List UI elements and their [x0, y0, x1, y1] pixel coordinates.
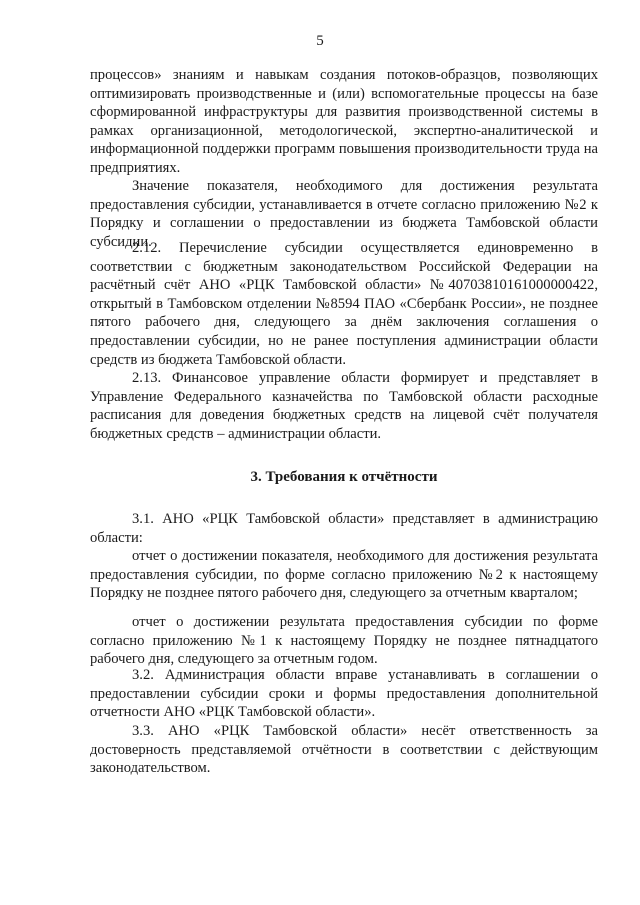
paragraph-annual-report: отчет о достижении результата предоставления субсидии по форме согласно приложению №1 к настоящему Порядку не позднее пятнадцатого рабочего дня, следующего за отчетным годом. — [90, 614, 598, 668]
paragraph-indicator-value: Значение показателя, необходимого для достижения результата предоставления субсидии, устанавливается в отчете согласно приложению №2 к Порядку и соглашении о предоставлении из бюджета Тамбовской области субсидии. — [90, 178, 598, 250]
paragraph-3-1: 3.1. АНО «РЦК Тамбовской области» представляет в администрацию области: — [90, 511, 598, 546]
section-heading-reporting: 3. Требования к отчётности — [250, 469, 438, 485]
paragraph-3-3: 3.3. АНО «РЦК Тамбовской области» несёт ответственность за достоверность представляемой отчётности в соответствии с действующим законодательством. — [90, 723, 598, 777]
paragraph-3-2: 3.2. Администрация области вправе устанавливать в соглашении о предоставлении субсидии сроки и формы предоставления дополнительной отчетности АНО «РЦК Тамбовской области». — [90, 667, 598, 721]
paragraph-2-12: 2.12. Перечисление субсидии осуществляется единовременно в соответствии с бюджетным законодательством Российской Федерации на расчётный счёт АНО «РЦК Тамбовской области» №40703810161000000422, открытый в Тамбовском отделении №8594 ПАО «Сбербанк России», не позднее пятого рабочего дня, следующего за днём заключения соглашения о предоставлении субсидии, но не ранее поступления администрации области средств из бюджета Тамбовской области. — [90, 240, 598, 368]
paragraph-quarterly-report: отчет о достижении показателя, необходимого для достижения результата предоставления субсидии, по форме согласно приложению №2 к настоящему Порядку не позднее пятого рабочего дня, следующего за отчетным кварталом; — [90, 548, 598, 602]
paragraph-processes-continuation: процессов» знаниям и навыкам создания потоков-образцов, позволяющих оптимизировать производственные и (или) вспомогательные процессы на базе сформированной инфраструктуры для развития производственной системы в рамках организационной, методологической, экспертно-аналитической и информационной поддержки программ повышения производительности труда на предприятиях. — [90, 67, 598, 176]
paragraph-2-13: 2.13. Финансовое управление области формирует и представляет в Управление Федерального казначейства по Тамбовской области расходные расписания для доведения бюджетных средств на лицевой счёт получателя бюджетных средств – администрации области. — [90, 370, 598, 442]
page-number: 5 — [316, 33, 324, 49]
